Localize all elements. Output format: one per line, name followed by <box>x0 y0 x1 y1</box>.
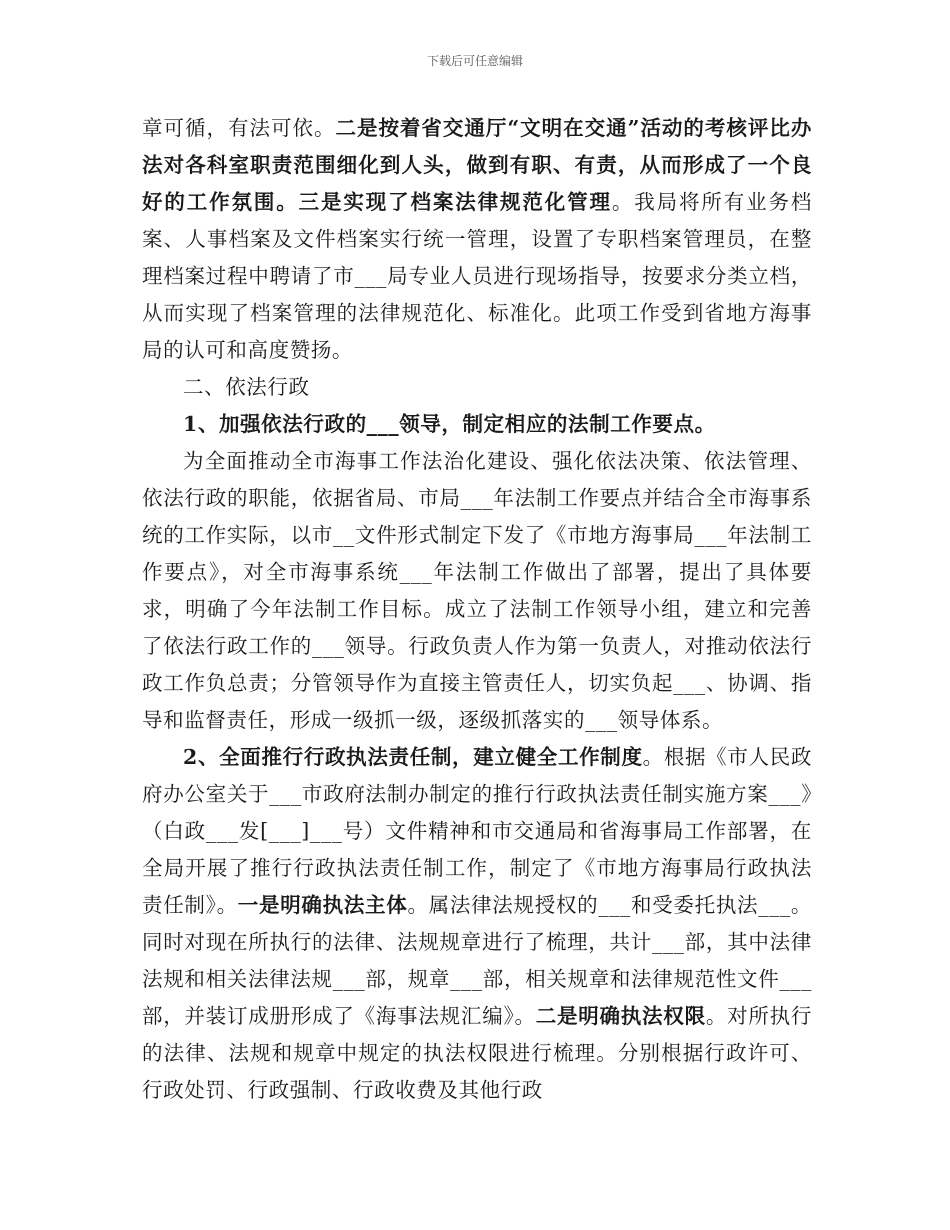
subsection-heading <box>142 406 812 443</box>
paragraph <box>142 110 812 369</box>
paragraph <box>142 443 812 739</box>
page-header: 下载后可任意编辑 <box>426 54 523 68</box>
bold-text-run: 二是明确执法权限 <box>535 1004 706 1028</box>
document-body <box>142 110 812 1109</box>
bold-text-run: 一是明确执法主体 <box>237 893 408 917</box>
text-run: 。属法律法规授权的___和受委托执法___。同时对现在所执行的法律、法规规章进行了梳理，共计___部，其中法律法规和相关法律法规___部，规章___部，相关规章和法律规范性文件___部，并装订成册形成了《海事法规汇编》。 <box>142 893 813 1028</box>
bold-text-run: 三是实现了档案法律规范化管理 <box>298 190 612 214</box>
section-heading <box>142 369 812 406</box>
text-run: 为全面推动全市海事工作法治化建设、强化依法决策、依法管理、依法行政的职能，依据省局、市局___年法制工作要点并结合全市海事系统的工作实际，以市__文件形式制定下发了《市地方海事局___年法制工作要点》，对全市海事系统___年法制工作做出了部署，提出了具体要求，明确了今年法制工作目标。成立了法制工作领导小组，建立和完善了依法行政工作的___领导。行政负责人作为第一负责人，对推动依法行政工作负总责；分管领导作为直接主管责任人，切实负起___、协调、指导和监督责任，形成一级抓一级，逐级抓落实的___领导体系。 <box>142 449 812 732</box>
text-run: 。根据《市人民政府办公室关于___市政府法制办制定的推行行政执法责任制实施方案___》（白政___发[___]___号）文件精神和市交通局和省海事局工作部署，在全局开展了推行行政执法责任制工作，制定了《市地方海事局行政执法责任制》。 <box>142 745 812 917</box>
text-run: 二、依法行政 <box>183 375 310 399</box>
paragraph <box>142 739 812 1109</box>
text-run: 。我局将所有业务档案、人事档案及文件档案实行统一管理，设置了专职档案管理员，在整理档案过程中聘请了市___局专业人员进行现场指导，按要求分类立档，从而实现了档案管理的法律规范化、标准化。此项工作受到省地方海事局的认可和高度赞扬。 <box>142 190 813 362</box>
bold-text-run: 2、全面推行行政执法责任制，建立健全工作制度 <box>183 745 643 769</box>
bold-text-run: 1、加强依法行政的___领导，制定相应的法制工作要点。 <box>183 412 716 436</box>
text-run: 。对所执行的法律、法规和规章中规定的执法权限进行梳理。分别根据行政许可、行政处罚、行政强制、行政收费及其他行政 <box>142 1004 812 1102</box>
bold-text-run: 二是按着省交通厅“文明在交通”活动的考核评比办法对各科室职责范围细化到人头，做到有职、有责，从而形成了一个良好的工作氛围。 <box>142 116 812 214</box>
text-run: 章可循，有法可依。 <box>142 116 336 140</box>
